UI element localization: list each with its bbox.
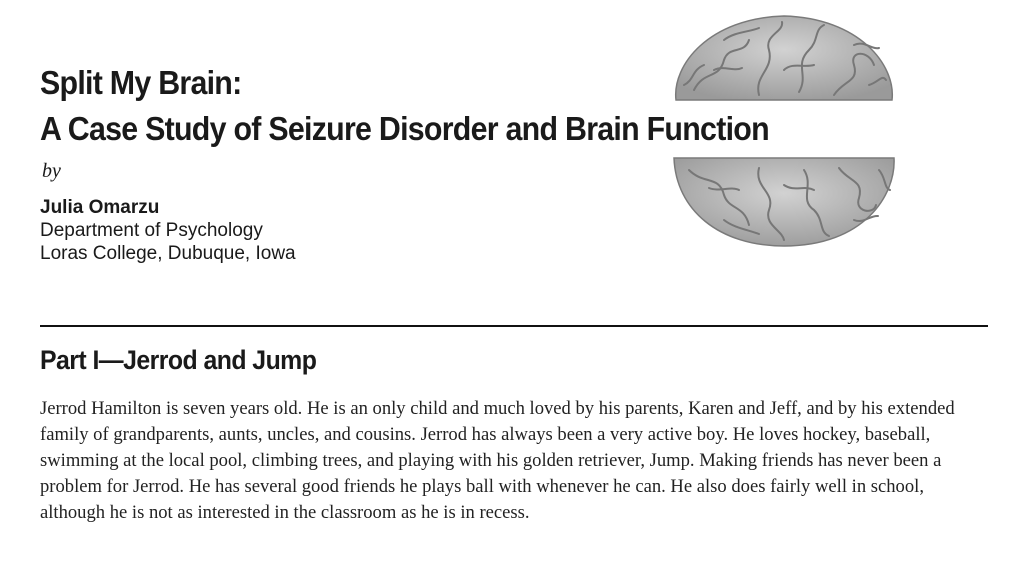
part-heading: Part I—Jerrod and Jump	[40, 345, 317, 375]
author-department: Department of Psychology	[40, 220, 263, 241]
byline: by	[42, 160, 61, 182]
author-name: Julia Omarzu	[40, 197, 160, 218]
title-line-1: Split My Brain:	[40, 64, 242, 101]
brain-top-half-icon	[676, 16, 893, 100]
brain-bottom-half-icon	[674, 158, 894, 246]
section-divider	[40, 325, 988, 327]
case-study-title	[40, 60, 769, 152]
body-paragraph: Jerrod Hamilton is seven years old. He is an only child and much loved by his parents, Karen and Jeff, and by his extended family of grandparents, aunts, uncles, and cousins. Jerrod has always been a very active boy. He loves hockey, baseball, swimming at the local pool, climbing trees, and playing with his golden retriever, Jump. Making friends has never been a problem for Jerrod. He has several good friends he plays ball with whenever he can. He also does fairly well in school, although he is not as interested in the classroom as he is in recess.	[40, 398, 955, 523]
author-institution: Loras College, Dubuque, Iowa	[40, 243, 296, 264]
author-block	[40, 196, 296, 265]
title-line-2: A Case Study of Seizure Disorder and Brain Function	[40, 110, 769, 147]
split-brain-illustration	[664, 10, 904, 250]
